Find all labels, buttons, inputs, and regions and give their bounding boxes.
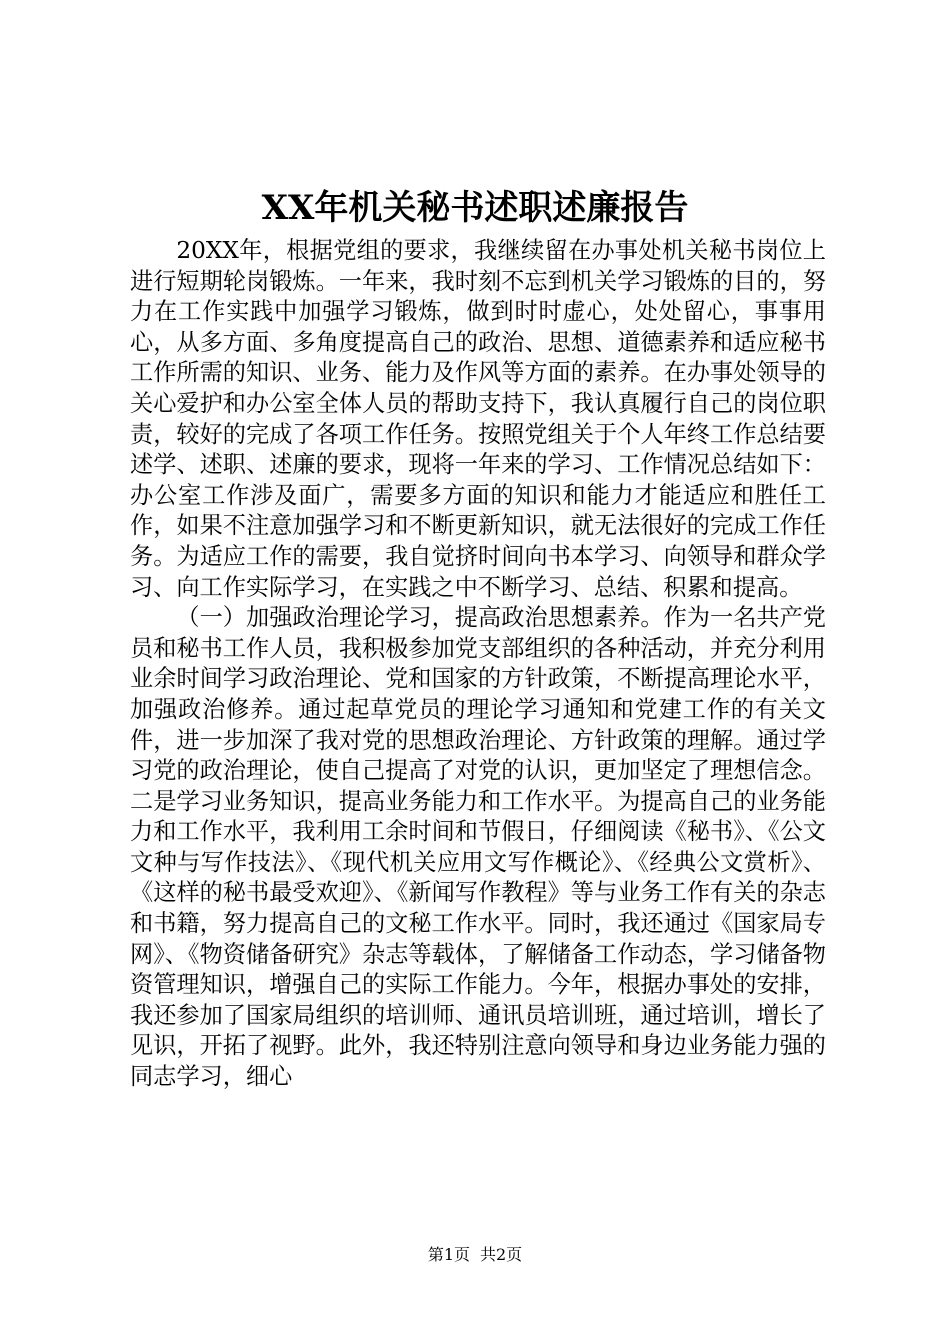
page-footer — [0, 1244, 950, 1266]
page-number-total: 共2页 — [480, 1245, 523, 1264]
page-number-current: 第1页 — [427, 1245, 470, 1264]
paragraph-intro: 20XX年，根据党组的要求，我继续留在办事处机关秘书岗位上进行短期轮岗锻炼。一年来，我时刻不忘到机关学习锻炼的目的，努力在工作实践中加强学习锻炼，做到时时虚心，处处留心，事事用心，从多方面、多角度提高自己的政治、思想、道德素养和适应秘书工作所需的知识、业务、能力及作风等方面的素养。在办事处领导的关心爱护和办公室全体人员的帮助支持下，我认真履行自己的岗位职责，较好的完成了各项工作任务。按照党组关于个人年终工作总结要述学、述职、述廉的要求，现将一年来的学习、工作情况总结如下：办公室工作涉及面广，需要多方面的知识和能力才能适应和胜任工作，如果不注意加强学习和不断更新知识，就无法很好的完成工作任务。为适应工作的需要，我自觉挤时间向书本学习、向领导和群众学习、向工作实际学习，在实践之中不断学习、总结、积累和提高。 — [130, 237, 826, 601]
document-body — [130, 236, 826, 1093]
paragraph-section-one: （一）加强政治理论学习，提高政治思想素养。作为一名共产党员和秘书工作人员，我积极参加党支部组织的各种活动，并充分利用业余时间学习政治理论、党和国家的方针政策，不断提高理论水平，加强政治修养。通过起草党员的理论学习通知和党建工作的有关文件，进一步加深了我对党的思想政治理论、方针政策的理解。通过学习党的政治理论，使自己提高了对党的认识，更加坚定了理想信念。二是学习业务知识，提高业务能力和工作水平。为提高自己的业务能力和工作水平，我利用工余时间和节假日，仔细阅读《秘书》、《公文文种与写作技法》、《现代机关应用文写作概论》、《经典公文赏析》、《这样的秘书最受欢迎》、《新闻写作教程》等与业务工作有关的杂志和书籍，努力提高自己的文秘工作水平。同时，我还通过《国家局专网》、《物资储备研究》杂志等载体，了解储备工作动态，学习储备物资管理知识，增强自己的实际工作能力。今年，根据办事处的安排，我还参加了国家局组织的培训师、通讯员培训班，通过培训，增长了见识，开拓了视野。此外，我还特别注意向领导和身边业务能力强的同志学习，细心 — [130, 604, 826, 1091]
document-title: XX年机关秘书述职述廉报告 — [261, 188, 689, 228]
